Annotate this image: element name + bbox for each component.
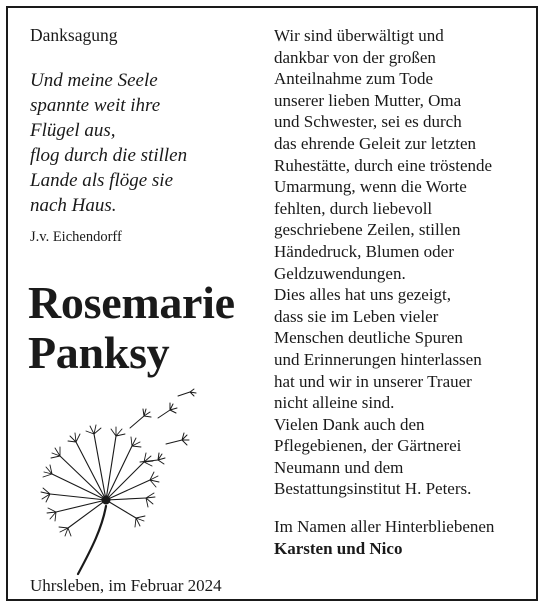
poem-author: J.v. Eichendorff [30, 229, 122, 245]
thanks-line: Menschen deutliche Spuren [274, 328, 463, 348]
thanks-line: Händedruck, Blumen oder [274, 241, 454, 261]
signoff-names: Karsten und Nico [274, 539, 403, 558]
thanks-line: Anteilnahme zum Tode [274, 69, 434, 89]
thanks-line: dankbar von der großen [274, 47, 436, 67]
signoff-line: Im Namen aller Hinterbliebenen [274, 517, 495, 536]
thanks-line: Neumann und dem [274, 457, 404, 477]
dandelion-icon [32, 388, 212, 578]
deceased-last-name: Panksy [28, 327, 170, 378]
poem-line: Flügel aus, [30, 120, 116, 141]
thanks-line: Wir sind überwältigt und [274, 26, 444, 45]
thanks-line: hat und wir in unserer Trauer [274, 371, 472, 391]
thanks-line: Vielen Dank auch den [274, 414, 425, 434]
poem-line: Und meine Seele [30, 70, 158, 91]
thanks-line: Geldzuwendungen. [274, 263, 406, 283]
thanks-line: nicht alleine sind. [274, 393, 395, 413]
notice-heading: Danksagung [30, 25, 118, 45]
poem-line: spannte weit ihre [30, 95, 161, 116]
thanks-line: und Schwester, sei es durch [274, 112, 462, 132]
thanks-line: Pflegebienen, der Gärtnerei [274, 436, 462, 456]
poem-line: flog durch die stillen [30, 145, 188, 166]
deceased-first-name: Rosemarie [28, 277, 235, 328]
poem-line: Lande als flöge sie [30, 170, 174, 191]
thanks-line: dass sie im Leben vieler [274, 306, 439, 326]
thanks-line: unserer lieben Mutter, Oma [274, 90, 462, 110]
thanks-line: das ehrende Geleit zur letzten [274, 133, 477, 153]
signoff [274, 516, 494, 560]
thanks-line: Umarmung, wenn die Worte [274, 177, 467, 197]
poem-line: nach Haus. [30, 195, 117, 216]
poem [30, 68, 187, 218]
thanks-line: Ruhestätte, durch eine tröstende [274, 155, 493, 175]
thanks-line: geschriebene Zeilen, stillen [274, 220, 461, 240]
deceased-name [28, 278, 235, 378]
place-and-date: Uhrsleben, im Februar 2024 [30, 576, 222, 595]
thanks-line: Bestattungsinstitut H. Peters. [274, 479, 472, 499]
thanks-text [274, 25, 536, 500]
thanks-line: Dies alles hat uns gezeigt, [274, 285, 452, 305]
notice-frame [6, 6, 538, 601]
thanks-line: fehlten, durch liebevoll [274, 198, 433, 218]
thanks-line: und Erinnerungen hinterlassen [274, 349, 482, 369]
